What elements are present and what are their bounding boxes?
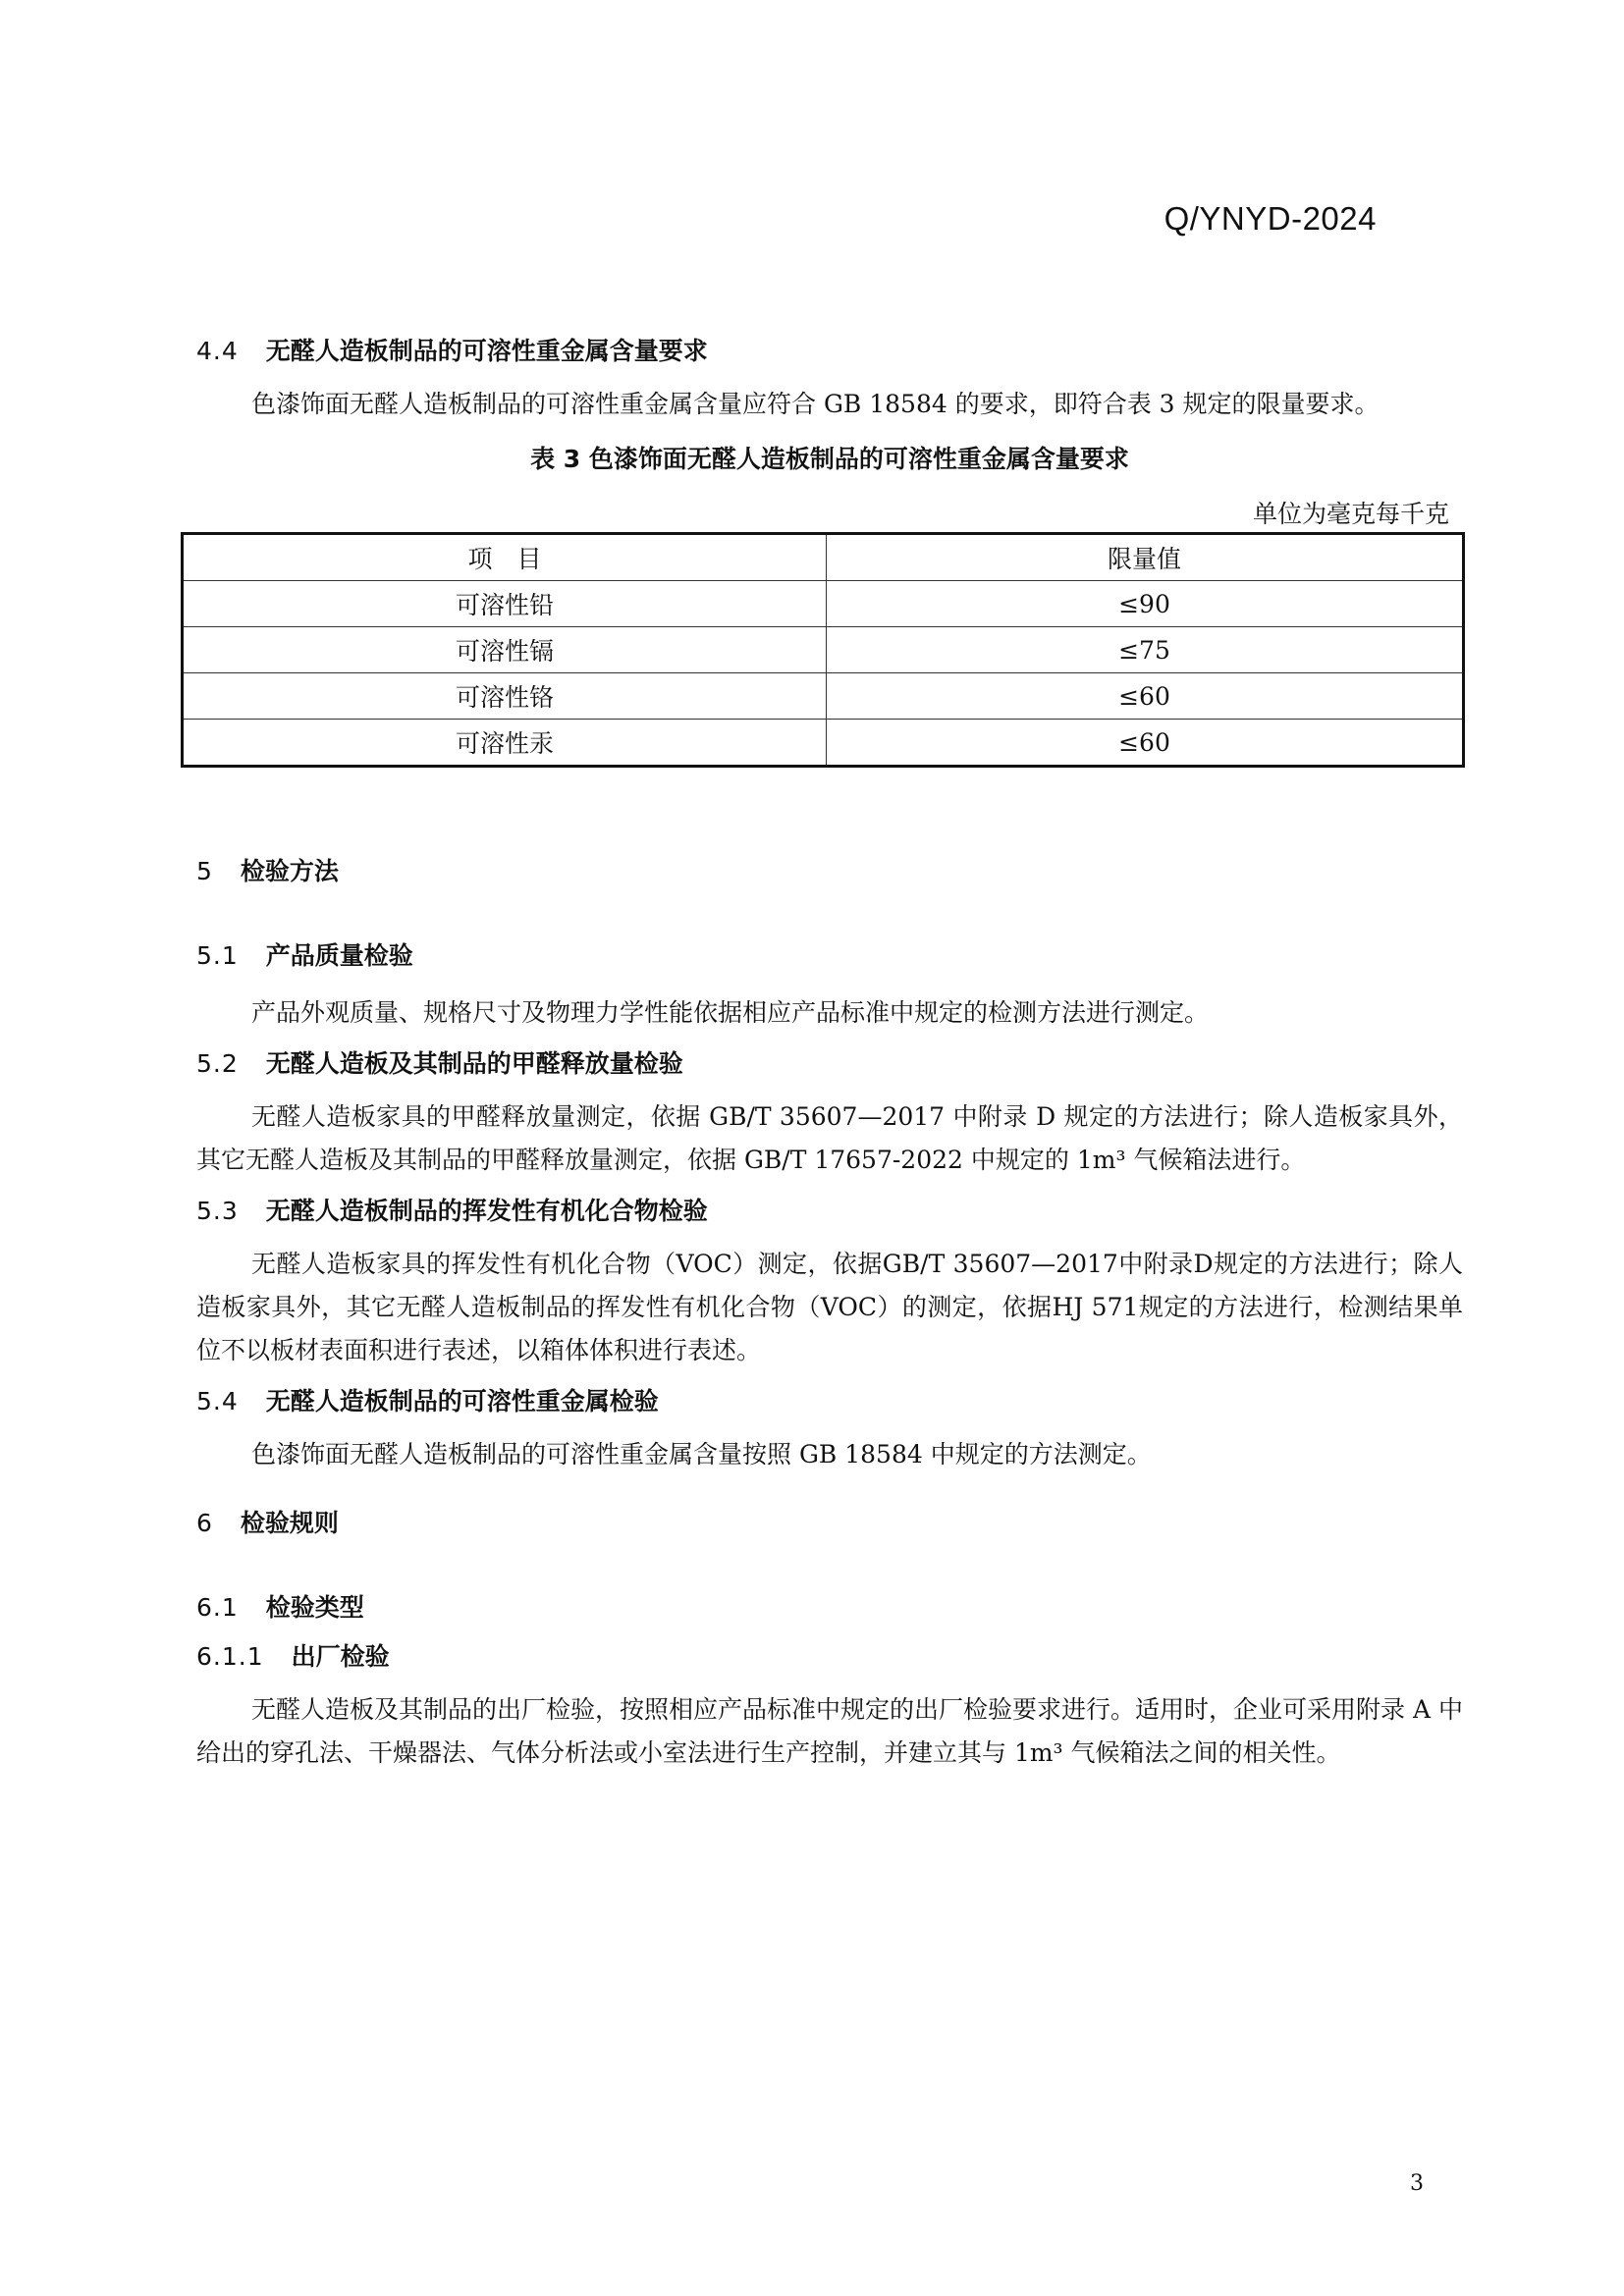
section-number: 4.4 <box>196 337 239 365</box>
section-heading-5 <box>196 854 1463 889</box>
table-cell-limit: ≤90 <box>827 581 1464 627</box>
table-row <box>183 720 1464 767</box>
section-heading-5-1 <box>196 938 1463 974</box>
table-row <box>183 581 1464 627</box>
section-title: 出厂检验 <box>291 1642 390 1671</box>
table-3-unit: 单位为毫克每千克 <box>1252 500 1449 528</box>
section-heading-5-4 <box>196 1384 1463 1419</box>
section-5-1-paragraph: 产品外观质量、规格尺寸及物理力学性能依据相应产品标准中规定的检测方法进行测定。 <box>251 998 1210 1027</box>
page-number: 3 <box>1410 2171 1424 2196</box>
table-3-title: 表 3 色漆饰面无醛人造板制品的可溶性重金属含量要求 <box>530 445 1129 473</box>
section-heading-5-2 <box>196 1046 1463 1082</box>
section-title: 无醛人造板制品的挥发性有机化合物检验 <box>265 1197 708 1225</box>
section-heading-6-1 <box>196 1590 1463 1626</box>
table-cell-item: 可溶性铬 <box>183 673 827 720</box>
table-cell-item: 可溶性镉 <box>183 627 827 673</box>
table-row <box>183 673 1464 720</box>
section-heading-4-4 <box>196 334 1463 369</box>
section-5-3-paragraph: 无醛人造板家具的挥发性有机化合物（VOC）测定，依据GB/T 35607—2017中附录D规定的方法进行；除人造板家具外，其它无醛人造板制品的挥发性有机化合物（VOC）的测定，依据HJ 571规定的方法进行，检测结果单位不以板材表面积进行表述，以箱体体积进行表述。 <box>196 1250 1463 1364</box>
section-5-4-paragraph: 色漆饰面无醛人造板制品的可溶性重金属含量按照 GB 18584 中规定的方法测定。 <box>251 1440 1152 1468</box>
section-number: 5.4 <box>196 1387 239 1415</box>
section-heading-5-3 <box>196 1194 1463 1229</box>
section-title: 检验规则 <box>240 1509 339 1537</box>
section-number: 5.3 <box>196 1197 239 1225</box>
table-cell-item: 可溶性铅 <box>183 581 827 627</box>
table-header-row <box>183 534 1464 581</box>
column-header-item: 项 目 <box>183 534 827 581</box>
section-title: 无醛人造板制品的可溶性重金属含量要求 <box>265 337 708 365</box>
standard-code: Q/YNYD-2024 <box>1164 200 1377 237</box>
table-cell-limit: ≤60 <box>827 673 1464 720</box>
section-6-1-1-paragraph: 无醛人造板及其制品的出厂检验，按照相应产品标准中规定的出厂检验要求进行。适用时，企业可采用附录 A 中给出的穿孔法、干燥器法、气体分析法或小室法进行生产控制，并建立其与 1m³ 气候箱法之间的相关性。 <box>196 1695 1463 1767</box>
table-cell-item: 可溶性汞 <box>183 720 827 767</box>
section-5-2-paragraph: 无醛人造板家具的甲醛释放量测定，依据 GB/T 35607—2017 中附录 D 规定的方法进行；除人造板家具外，其它无醛人造板及其制品的甲醛释放量测定，依据 GB/T 17657-2022 中规定的 1m³ 气候箱法进行。 <box>196 1102 1463 1174</box>
section-title: 无醛人造板制品的可溶性重金属检验 <box>265 1387 659 1415</box>
section-number: 5.2 <box>196 1049 239 1078</box>
section-heading-6 <box>196 1506 1463 1541</box>
page-content <box>196 334 1463 1775</box>
section-number: 6.1.1 <box>196 1642 264 1671</box>
section-title: 检验类型 <box>265 1593 364 1622</box>
section-title: 检验方法 <box>240 857 339 885</box>
section-title: 无醛人造板及其制品的甲醛释放量检验 <box>265 1049 683 1078</box>
table-cell-limit: ≤75 <box>827 627 1464 673</box>
table-row <box>183 627 1464 673</box>
section-number: 5.1 <box>196 941 239 970</box>
table-cell-limit: ≤60 <box>827 720 1464 767</box>
section-number: 5 <box>196 857 213 885</box>
section-4-4-paragraph: 色漆饰面无醛人造板制品的可溶性重金属含量应符合 GB 18584 的要求，即符合表 3 规定的限量要求。 <box>251 390 1380 418</box>
section-number: 6 <box>196 1509 213 1537</box>
section-number: 6.1 <box>196 1593 239 1622</box>
column-header-limit: 限量值 <box>827 534 1464 581</box>
section-heading-6-1-1 <box>196 1639 1463 1675</box>
section-title: 产品质量检验 <box>265 941 413 970</box>
table-3 <box>181 532 1465 768</box>
